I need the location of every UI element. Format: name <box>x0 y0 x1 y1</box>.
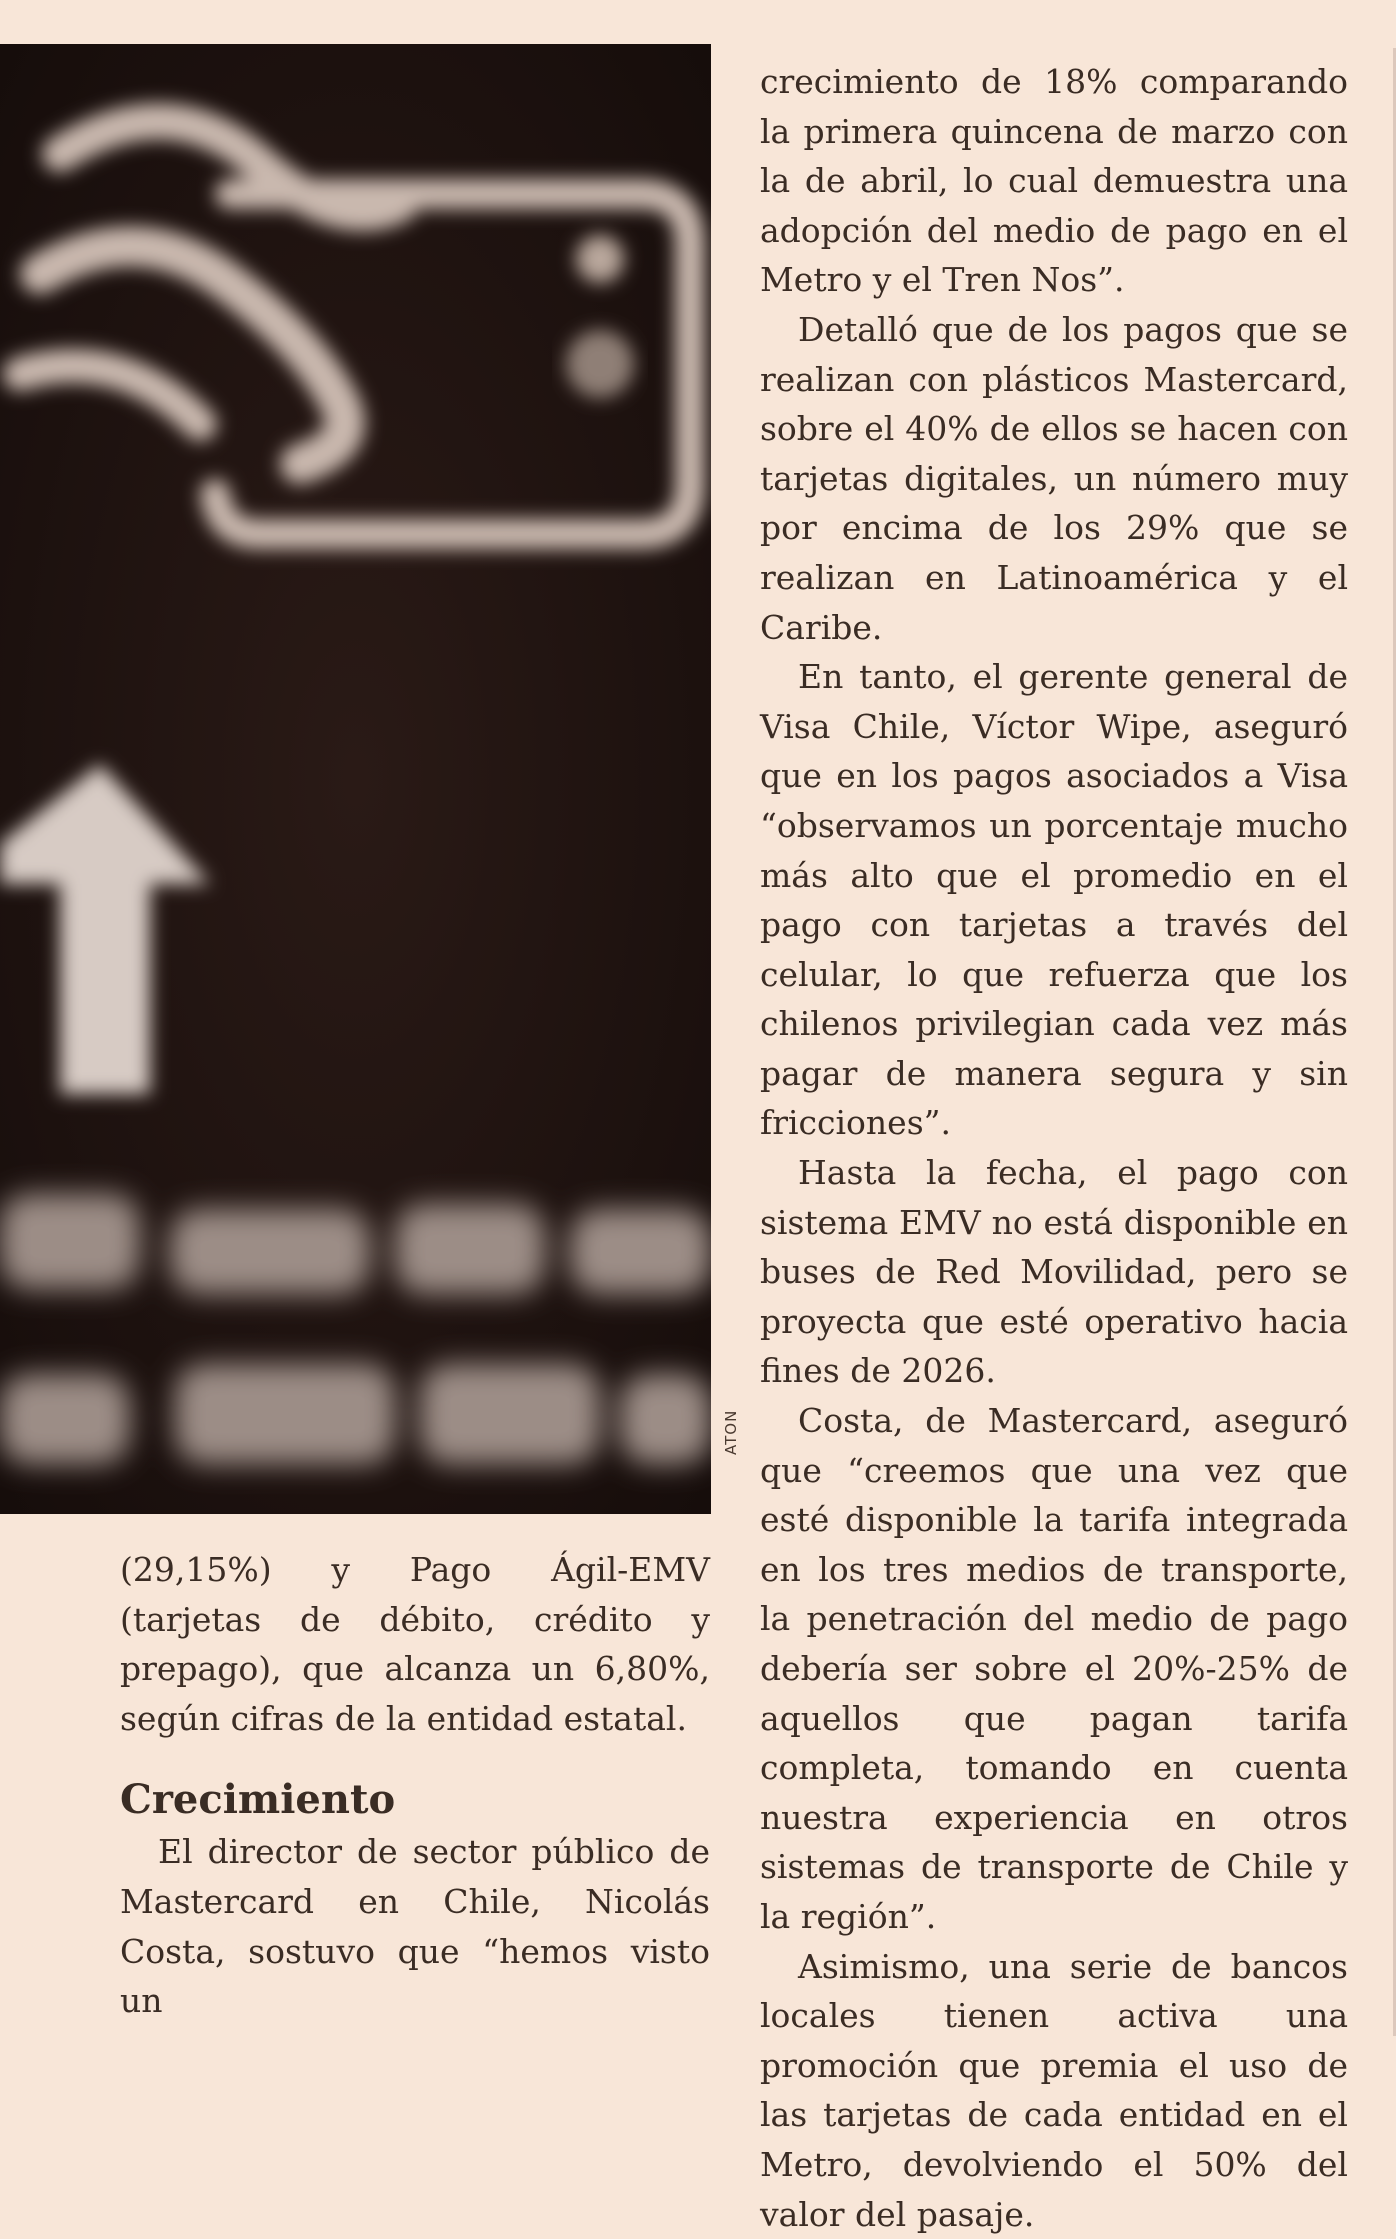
article-photo <box>0 44 711 1514</box>
right-paragraph-4: Hasta la fecha, el pago con sistema EMV no está disponible en buses de Red Movilidad, pero se proyecta que esté operativo hacia fines de 2026. <box>760 1153 1348 1391</box>
photo-graphic <box>0 44 711 1514</box>
right-paragraph-5: Costa, de Mastercard, aseguró que “creemos que una vez que esté disponible la tarifa integrada en los tres medios de transporte, la penetración del medio de pago debería ser sobre el 20%-25% de aquellos que pagan tarifa completa, tomando en cuenta nuestra experiencia en otros sistemas de transporte de Chile y la región”. <box>760 1401 1348 1936</box>
left-column <box>120 1545 710 2026</box>
section-heading: Crecimiento <box>120 1776 396 1824</box>
right-paragraph-6: Asimismo, una serie de bancos locales tienen activa una promoción que premia el uso de las tarjetas de cada entidad en el Metro, devolviendo el 50% del valor del pasaje. <box>760 1946 1348 2234</box>
left-paragraph-2: El director de sector público de Mastercard en Chile, Nicolás Costa, sostuvo que “hemos visto un <box>120 1832 710 2021</box>
left-paragraph-1: (29,15%) y Pago Ágil-EMV (tarjetas de débito, crédito y prepago), que alcanza un 6,80%, según cifras de la entidad estatal. <box>120 1550 710 1738</box>
photo-credit: ATON <box>722 1409 740 1455</box>
right-paragraph-2: Detalló que de los pagos que se realizan con plásticos Mastercard, sobre el 40% de ellos se hacen con tarjetas digitales, un número muy por encima de los 29% que se realizan en Latinoamérica y el Caribe. <box>760 309 1348 647</box>
right-paragraph-1: crecimiento de 18% comparando la primera quincena de marzo con la de abril, lo cual demuestra una adopción del medio de pago en el Metro y el Tren Nos”. <box>760 62 1348 300</box>
right-column <box>760 57 1348 2239</box>
right-paragraph-3: En tanto, el gerente general de Visa Chile, Víctor Wipe, aseguró que en los pagos asociados a Visa “observamos un porcentaje mucho más alto que el promedio en el pago con tarjetas a través del celular, lo que refuerza que los chilenos privilegian cada vez más pagar de manera segura y sin fricciones”. <box>760 657 1348 1143</box>
